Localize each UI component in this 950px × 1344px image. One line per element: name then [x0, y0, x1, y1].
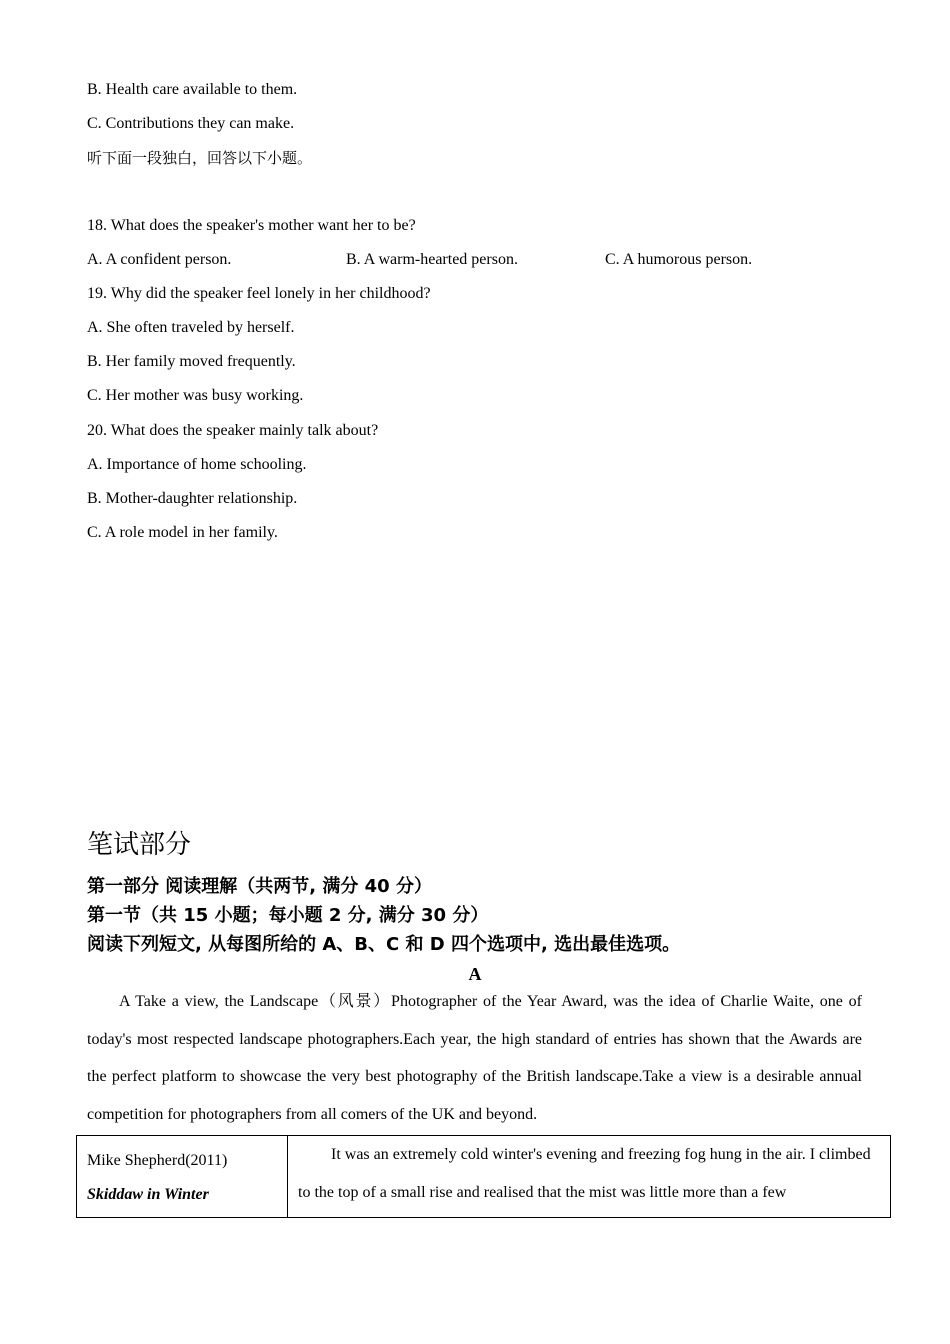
- part1-heading: 第一部分 阅读理解（共两节, 满分 40 分）: [87, 876, 432, 897]
- q19-question: 19. Why did the speaker feel lonely in her childhood?: [87, 285, 431, 302]
- q20-question: 20. What does the speaker mainly talk about?: [87, 422, 379, 439]
- q19-option-c: C. Her mother was busy working.: [87, 387, 304, 404]
- written-section-title: 笔试部分: [87, 830, 192, 860]
- q18-options: [87, 250, 887, 270]
- q18-option-c: C. A humorous person.: [605, 251, 753, 268]
- entry-table: [76, 1135, 891, 1218]
- passage-intro: A Take a view, the Landscape（风景）Photographer of the Year Award, was the idea of Charlie Waite, one of today's most respected landscape photographers.Each year, the high standard of entries has shown that the Awards are the perfect platform to showcase the very best photography of the British landscape.Take a view is a desirable annual competition for photographers from all comers of the UK and beyond.: [87, 993, 862, 1123]
- entry-work-title: Skiddaw in Winter: [87, 1186, 209, 1203]
- q19-option-b: B. Her family moved frequently.: [87, 353, 296, 370]
- table-row: [77, 1136, 891, 1218]
- q20-option-b: B. Mother-daughter relationship.: [87, 490, 298, 507]
- entry-credit-cell: [77, 1136, 288, 1218]
- q18-question: 18. What does the speaker's mother want her to be?: [87, 217, 416, 234]
- entry-description: It was an extremely cold winter's evening and freezing fog hung in the air. I climbed to the top of a small rise and realised that the mist was little more than a few: [288, 1136, 891, 1218]
- q19-option-a: A. She often traveled by herself.: [87, 319, 295, 336]
- q20-option-a: A. Importance of home schooling.: [87, 456, 307, 473]
- section1-heading: 第一节（共 15 小题；每小题 2 分, 满分 30 分）: [87, 905, 489, 926]
- reading-instruction: 阅读下列短文, 从每图所给的 A、B、C 和 D 四个选项中, 选出最佳选项。: [87, 934, 681, 955]
- q18-option-b: B. A warm-hearted person.: [346, 251, 518, 268]
- q18-option-a: A. A confident person.: [87, 251, 232, 268]
- passage-label: A: [468, 964, 482, 984]
- monologue-instruction: 听下面一段独白，回答以下小题。: [87, 149, 313, 167]
- entry-photographer: Mike Shepherd(2011): [87, 1152, 228, 1169]
- q20-option-c: C. A role model in her family.: [87, 524, 278, 541]
- q17-option-c: C. Contributions they can make.: [87, 115, 295, 132]
- q17-option-b: B. Health care available to them.: [87, 81, 298, 98]
